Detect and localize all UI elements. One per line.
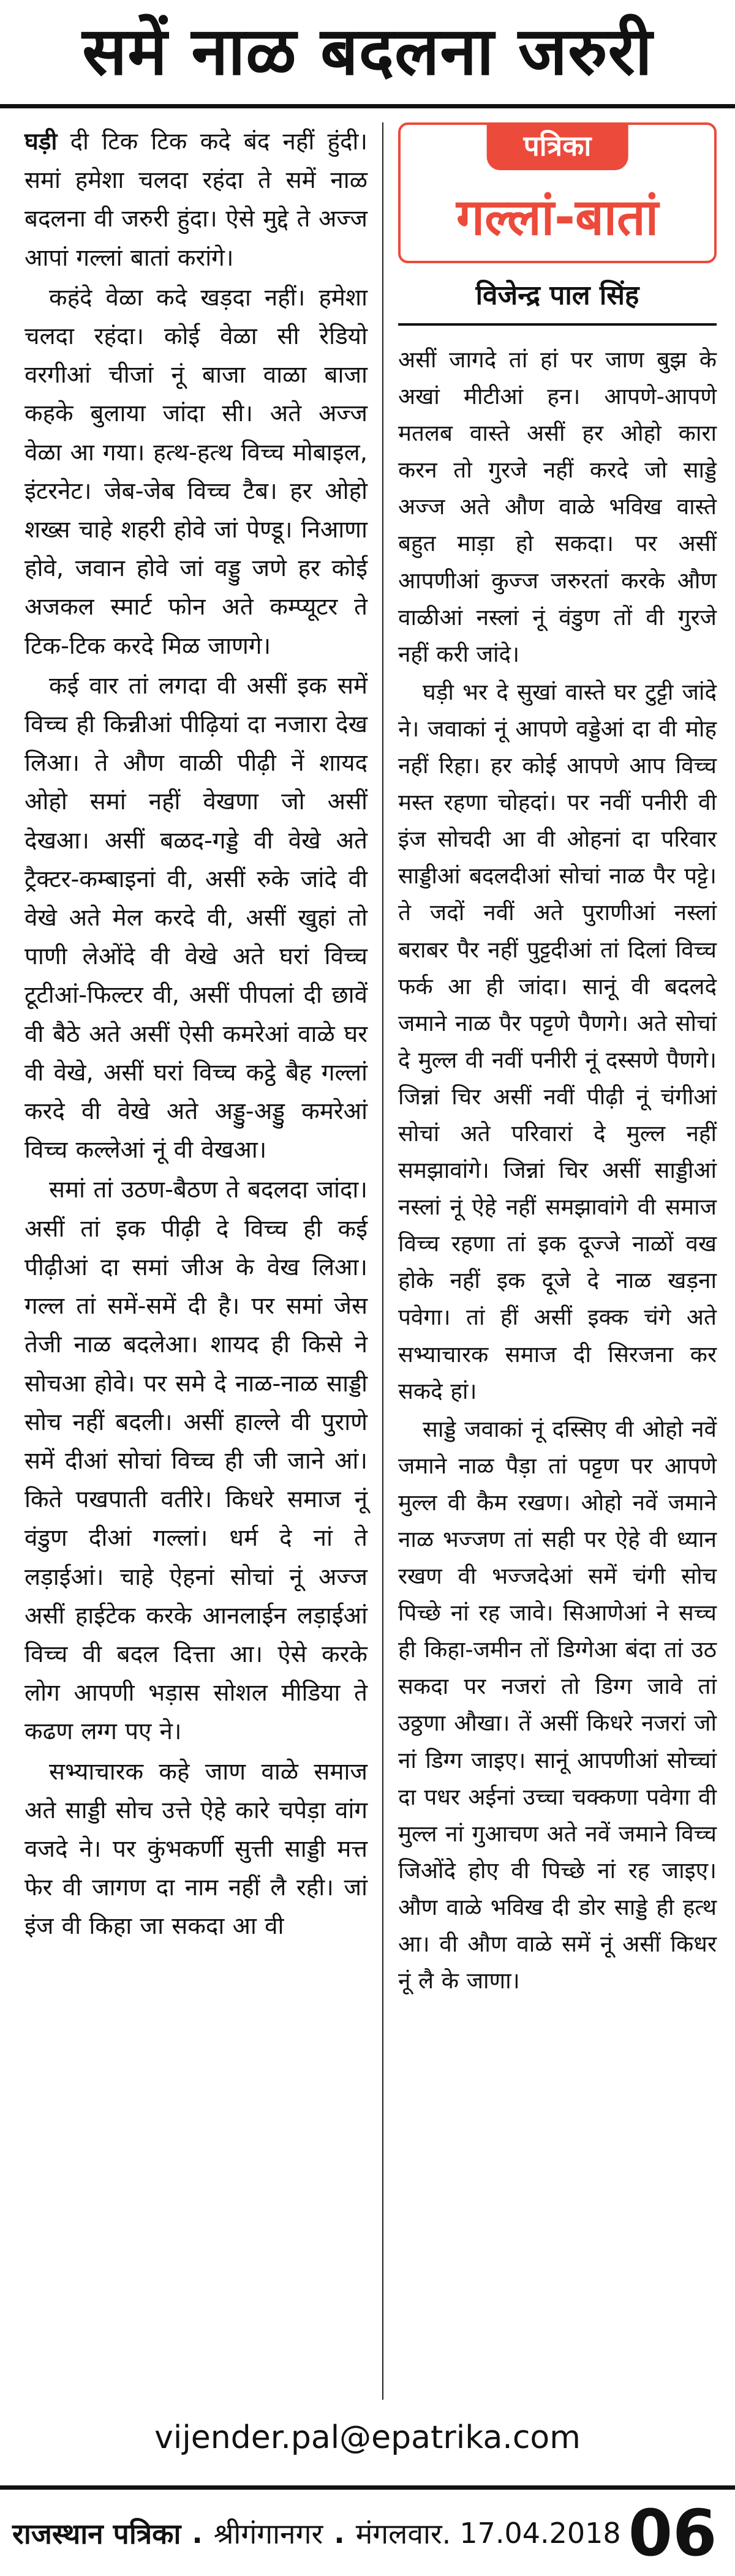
article-paragraph: साड्डे जवाकां नूं दस्सिए वी ओहो नवें जमाने नाळ पैड़ा तां पट्टण पर आपणे मुल्ल वी कैम रखण। ओहो नवें जमाने नाळ भज्जण तां सही पर ऐहे वी ध्यान रखण वी भज्जदेआं समें चंगी सोच पिच्छे नां रह जावे। सिआणेआं ने सच्च ही किहा-जमीन तों डिग्गेआ बंदा तां उठ सकदा पर नजरां तो डिग्ग जावे तां उठ्ठणा औखा। तें असीं किधरे नजरां जो नां डिग्ग जाइए। सानूं आपणीआं सोच्चां दा पधर अईनां उच्चा चक्कणा पवेगा वी मुल्ल नां गुआचण अते नवें जमाने विच्च जिओंदे होए वी पिच्छे नां रह जाइए। औण वाळे भविख दी डोर साड्डे ही हत्थ आ। वी औण वाळे समें नूं असीं किधर नूं लै के जाणा।: [398, 1415, 717, 1994]
article-paragraph: कहंदे वेळा कदे खड़दा नहीं। हमेशा चलदा रहंदा। कोई वेळा सी रेडियो वरगीआं चीजां नूं बाजा वाळा बाजा कहके बुलाया जांदा सी। अते अज्ज वेळा आ गया। हत्थ-हत्थ विच्च मोबाइल, इंटरनेट। जेब-जेब विच्च टैब। हर ओहो शख्स चाहे शहरी होवे जां पेण्डू। निआणा होवे, जवान होवे जां वड्डु जणे हर कोई अजकल स्मार्ट फोन अते कम्प्यूटर ते टिक-टिक करदे मिळ जाणगे।: [24, 283, 368, 660]
lead-word: घड़ी: [24, 128, 58, 155]
newspaper-name: राजस्थान पत्रिका: [12, 2517, 181, 2550]
weekday: मंगलवार.: [355, 2517, 451, 2550]
headline-bar: [0, 0, 735, 108]
footer-separator: .: [192, 2516, 203, 2550]
right-column: [398, 122, 717, 2400]
headline: समें नाळ बदलना जरुरी: [82, 13, 653, 90]
column-tag-title: गल्लां-बातां: [456, 189, 659, 247]
page-number: 06: [628, 2495, 717, 2570]
edition-city: श्रीगंगानगर: [213, 2517, 323, 2550]
column-divider: [382, 122, 383, 2400]
author-byline: विजेन्द्र पाल सिंह: [398, 275, 717, 326]
article-paragraph: कई वार तां लगदा वी असीं इक समें विच्च ही किन्नीआं पीढ़ियां दा नजारा देख लिआ। ते औण वाळी पीढ़ी नें शायद ओहो समां नहीं वेखणा जो असीं देखआ। असीं बळद-गड्डे वी वेखे अते ट्रैक्टर-कम्बाइनां वी, असीं रुके जांदे वी वेखे अते मेल करदे वी, असीं खुहां तो पाणी लेओंदे वी वेखे अते घरां विच्च टूटीआं-फिल्टर वी, असीं पीपलां दी छावें वी बैठे अते असीं ऐसी कमरेआं वाळे घर वी वेखे, असीं घरां विच्च कट्ठे बैह गल्लां करदे वी वेखे अते अड्डु-अड्डु कमरेआं विच्च कल्लेआं नूं वी वेखआ।: [24, 672, 368, 1164]
left-column: [24, 122, 368, 2400]
author-email: vijender.pal@epatrika.com: [154, 2419, 581, 2456]
column-tag-box: [398, 122, 717, 263]
page-footer: [0, 2485, 735, 2576]
article-paragraph: समां तां उठण-बैठण ते बदलदा जांदा। असीं तां इक पीढ़ी दे विच्च ही कई पीढ़ीआं दा समां जीअ के वेख लिआ। गल्ल तां समें-समें दी है। पर समां जेस तेजी नाळ बदलेआ। शायद ही किसे ने सोचआ होवे। पर समे दे नाळ-नाळ साड्डी सोच नहीं बदली। असीं हाल्ले वी पुराणे समें दीआं सोचां विच्च ही जी जाने आं। किते पखपाती वतीरे। किधरे समाज नूं वंडुण दीआं गल्लां। धर्म दे नां ते लड़ाईआं। चाहे ऐहनां सोचां नूं अज्ज असीं हाईटेक करके आनलाईन लड़ाईआं विच्च वी बदल दित्ता आ। ऐसे करके लोग आपणी भड़ास सोशल मीडिया ते कढण लग्ग पए ने।: [24, 1176, 368, 1746]
paragraph-text: दी टिक टिक कदे बंद नहीं हुंदी। समां हमेशा चलदा रहंदा ते समें नाळ बदलना वी जरुरी हुंदा। ऐसे मुद्दे ते अज्ज आपां गल्लां बातां करांगे।: [24, 128, 368, 272]
article-paragraph: असीं जागदे तां हां पर जाण बुझ के अखां मीटीआं हन। आपणे-आपणे मतलब वास्ते असीं हर ओहो कारा करन तो गुरजे नहीं करदे जो साड्डे अज्ज अते औण वाळे भविख वास्ते बहुत माड़ा हो सकदा। पर असीं आपणीआं कुज्ज जरुरतां करके औण वाळीआं नस्लां नूं वंडुण तों वी गुरजे नहीं करी जांदे।: [398, 346, 717, 667]
right-column-text: [398, 342, 717, 1999]
article-paragraph: [24, 122, 368, 277]
footer-separator: .: [334, 2516, 345, 2550]
publication-date: 17.04.2018: [459, 2516, 621, 2550]
column-tag-publication: पत्रिका: [487, 122, 628, 170]
article-paragraph: घड़ी भर दे सुखां वास्ते घर टुट्टी जांदे ने। जवाकां नूं आपणे वड्डेआं दा वी मोह नहीं रिहा। हर कोई आपणे आप विच्च मस्त रहणा चोहदां। पर नवीं पनीरी वी इंज सोचदी आ वी ओहनां दा परिवार साड्डीआं बदलदीआं सोचां नाळ पैर पट्टे। ते जदों नवीं अते पुराणीआं नस्लां बराबर पैर नहीं पुट्टदीआं तां दिलां विच्च फर्क आ ही जांदा। सानूं वी बदलदे जमाने नाळ पैर पट्टणे पैणगे। अते सोचां दे मुल्ल वी नवीं पनीरी नूं दस्सणे पैणगे। जिन्नां चिर असीं नवीं पीढ़ी नूं चंगीआं सोचां अते परिवारां दे मुल्ल नहीं समझावांगे। जिन्नां चिर असीं साड्डीआं नस्लां नूं ऐहे नहीं समझावांगे वी समाज विच्च रहणा तां इक दूज्जे नाळों वख होके नहीं इक दूजे दे नाळ खड़ना पवेगा। तां हीं असीं इक्क चंगे अते सभ्याचारक समाज दी सिरजना कर सकदे हां।: [398, 678, 717, 1404]
article-paragraph: सभ्याचारक कहे जाण वाळे समाज अते साड्डी सोच उत्ते ऐहे कारे चपेड़ा वांग वजदे ने। पर कुंभकर्णी सुत्ती साड्डी मत्त फेर वी जागण दा नाम नहीं लै रही। जां इंज वी किहा जा सकदा आ वी: [24, 1758, 368, 1941]
